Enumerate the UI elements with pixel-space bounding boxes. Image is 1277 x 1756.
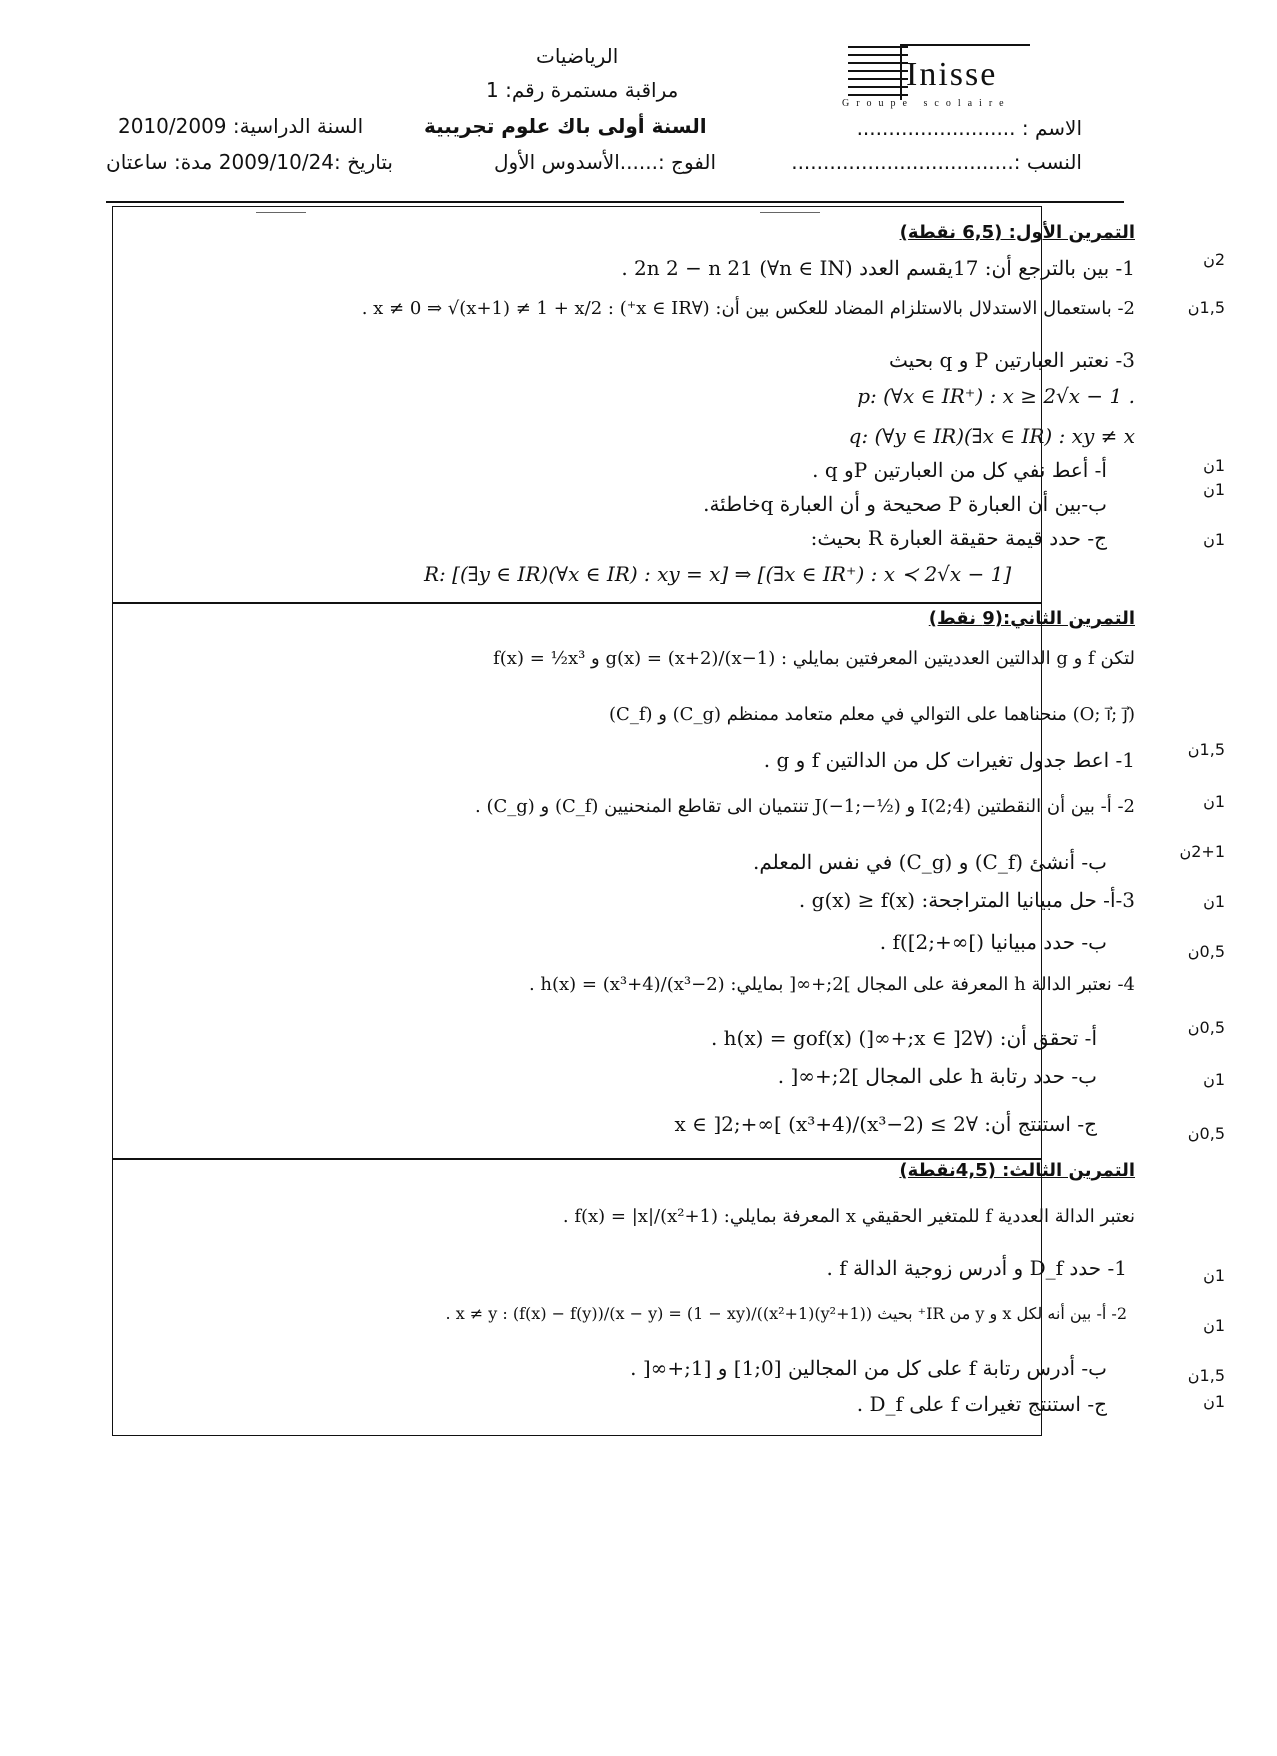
exercise-2-mark-q4c: 0,5ن — [1187, 1124, 1225, 1143]
exercise-1-statement-p: p: (∀x ∈ IR⁺) : x ≥ 2√x − 1 . — [857, 384, 1135, 408]
exercise-3-mark-q2c: 1ن — [1203, 1392, 1225, 1411]
exercise-2-q2b: ب- أنشئ (C_f) و (C_g) في نفس المعلم. — [753, 850, 1107, 874]
exercise-2-q4c: ج- استنتج أن: ∀x ∈ ]2;+∞[ (x³+4)/(x³−2) ≤ 2 — [674, 1112, 1097, 1136]
exercise-3-q1: 1- حدد D_f و أدرس زوجية الدالة f . — [826, 1256, 1127, 1280]
exercise-2-title: التمرين الثاني:(9 نقط) — [928, 608, 1135, 629]
group-field: الفوج :......الأسدوس الأول — [494, 150, 717, 174]
level-label: السنة أولى باك علوم تجريبية — [424, 114, 707, 138]
exercise-3-q2a: 2- أ- بين أنه لكل x و y من IR⁺ بحيث x ≠ y : (f(x) − f(y))/(x − y) = (1 − xy)/((x²+1)(y²+1)) . — [445, 1304, 1127, 1323]
logo-subtitle: Groupe scolaire — [842, 98, 1011, 109]
exercise-2-mark-q4a: 0,5ن — [1187, 1018, 1225, 1037]
exercise-2-curves: (C_f) و (C_g) منحناهما على التوالي في معلم متعامد ممنظم (O; i⃗; j⃗) — [609, 704, 1135, 725]
exercise-divider-1 — [112, 602, 1042, 604]
student-surname-field: النسب :................................... — [791, 150, 1082, 174]
exercise-1-statement-q: q: (∀y ∈ IR)(∃x ∈ IR) : xy ≠ x — [848, 424, 1135, 448]
date-duration: بتاريخ :2009/10/24 مدة: ساعتان — [106, 150, 393, 174]
exercise-1-mark-q1: 2ن — [1203, 250, 1225, 269]
exercise-1-q3b: ب-بين أن العبارة P صحيحة و أن العبارة qخاطئة. — [703, 492, 1107, 516]
exercise-3-mark-q1: 1ن — [1203, 1266, 1225, 1285]
exercise-2-mark-q2a: 1ن — [1203, 792, 1225, 811]
logo-name: Inisse — [906, 56, 998, 93]
exercise-3-q2c: ج- استنتج تغيرات f على D_f . — [856, 1392, 1107, 1416]
subject-title: الرياضيات — [536, 44, 619, 68]
exercise-2-intro: لتكن f و g الدالتين العدديتين المعرفتين بمايلي : g(x) = (x+2)/(x−1) و f(x) = ½x³ — [493, 648, 1135, 669]
exercise-1-q3: 3- نعتبر العبارتين P و q بحيث — [889, 348, 1135, 372]
exercise-2-mark-q2b: 2+1ن — [1179, 842, 1225, 861]
exercise-1-mark-q3b: 1ن — [1203, 480, 1225, 499]
exercise-1-mark-q3a: 1ن — [1203, 456, 1225, 475]
exercise-3-q2b: ب- أدرس رتابة f على كل من المجالين [0;1] و [1;+∞[ . — [630, 1356, 1107, 1380]
exercise-2-q1: 1- اعط جدول تغيرات كل من الدالتين f و g . — [763, 748, 1135, 772]
exercise-1-statement-r: R: [(∃y ∈ IR)(∀x ∈ IR) : xy = x] ⇒ [(∃x ∈ IR⁺) : x ≺ 2√x − 1] — [424, 562, 1012, 586]
exercise-1-q1: 1- بين بالترجع أن: 17يقسم العدد 2n 2 − n 21 (∀n ∈ IN) . — [621, 256, 1135, 280]
exercise-2-mark-q3b: 0,5ن — [1187, 942, 1225, 961]
exercise-1-q2: 2- باستعمال الاستدلال بالاستلزام المضاد للعكس بين أن: (∀x ∈ IR⁺) : x ≠ 0 ⇒ √(x+1) ≠ 1 + x/2 . — [361, 298, 1135, 319]
exercise-3-title: التمرين الثالث: (4,5نقطة) — [899, 1160, 1135, 1181]
exercise-2-q4: 4- نعتبر الدالة h المعرفة على المجال ]2;+∞[ بمايلي: h(x) = (x³+4)/(x³−2) . — [528, 974, 1135, 995]
exercise-2-q2a: 2- أ- بين أن النقطتين I(2;4) و J(−1;−½) تنتميان الى تقاطع المنحنيين (C_f) و (C_g) . — [475, 796, 1135, 817]
exercise-2-q4b: ب- حدد رتابة h على المجال ]2;+∞[ . — [777, 1064, 1097, 1088]
student-name-field: الاسم : ......................... — [856, 116, 1082, 140]
exercise-1-title: التمرين الأول: (6,5 نقطة) — [899, 222, 1135, 243]
exercise-1-mark-q2: 1,5ن — [1187, 298, 1225, 317]
exercise-1-q3a: أ- أعط نفي كل من العبارتين Pو q . — [812, 458, 1107, 482]
exercise-2-q3b: ب- حدد مبيانيا f([2;+∞[) . — [879, 930, 1107, 954]
exercise-3-mark-q2b: 1,5ن — [1187, 1366, 1225, 1385]
exercise-2-mark-q1: 1,5ن — [1187, 740, 1225, 759]
exercise-3-intro: نعتبر الدالة العددية f للمتغير الحقيقي x المعرفة بمايلي: f(x) = |x|/(x²+1) . — [562, 1206, 1135, 1227]
exercise-2-mark-q4b: 1ن — [1203, 1070, 1225, 1089]
exercise-2-q3a: 3-أ- حل مبيانيا المتراجحة: g(x) ≥ f(x) . — [798, 888, 1135, 912]
exercise-1-q3c: ج- حدد قيمة حقيقة العبارة R بحيث: — [810, 526, 1107, 550]
exercise-3-mark-q2a: 1ن — [1203, 1316, 1225, 1335]
exercise-2-mark-q3a: 1ن — [1203, 892, 1225, 911]
exercise-2-q4a: أ- تحقق أن: (∀x ∈ ]2;+∞[) h(x) = gof(x) . — [710, 1026, 1097, 1050]
header-divider — [106, 201, 1124, 203]
school-year: السنة الدراسية: 2010/2009 — [118, 114, 364, 138]
exercise-1-mark-q3c: 1ن — [1203, 530, 1225, 549]
exam-title: مراقبة مستمرة رقم: 1 — [486, 78, 679, 102]
